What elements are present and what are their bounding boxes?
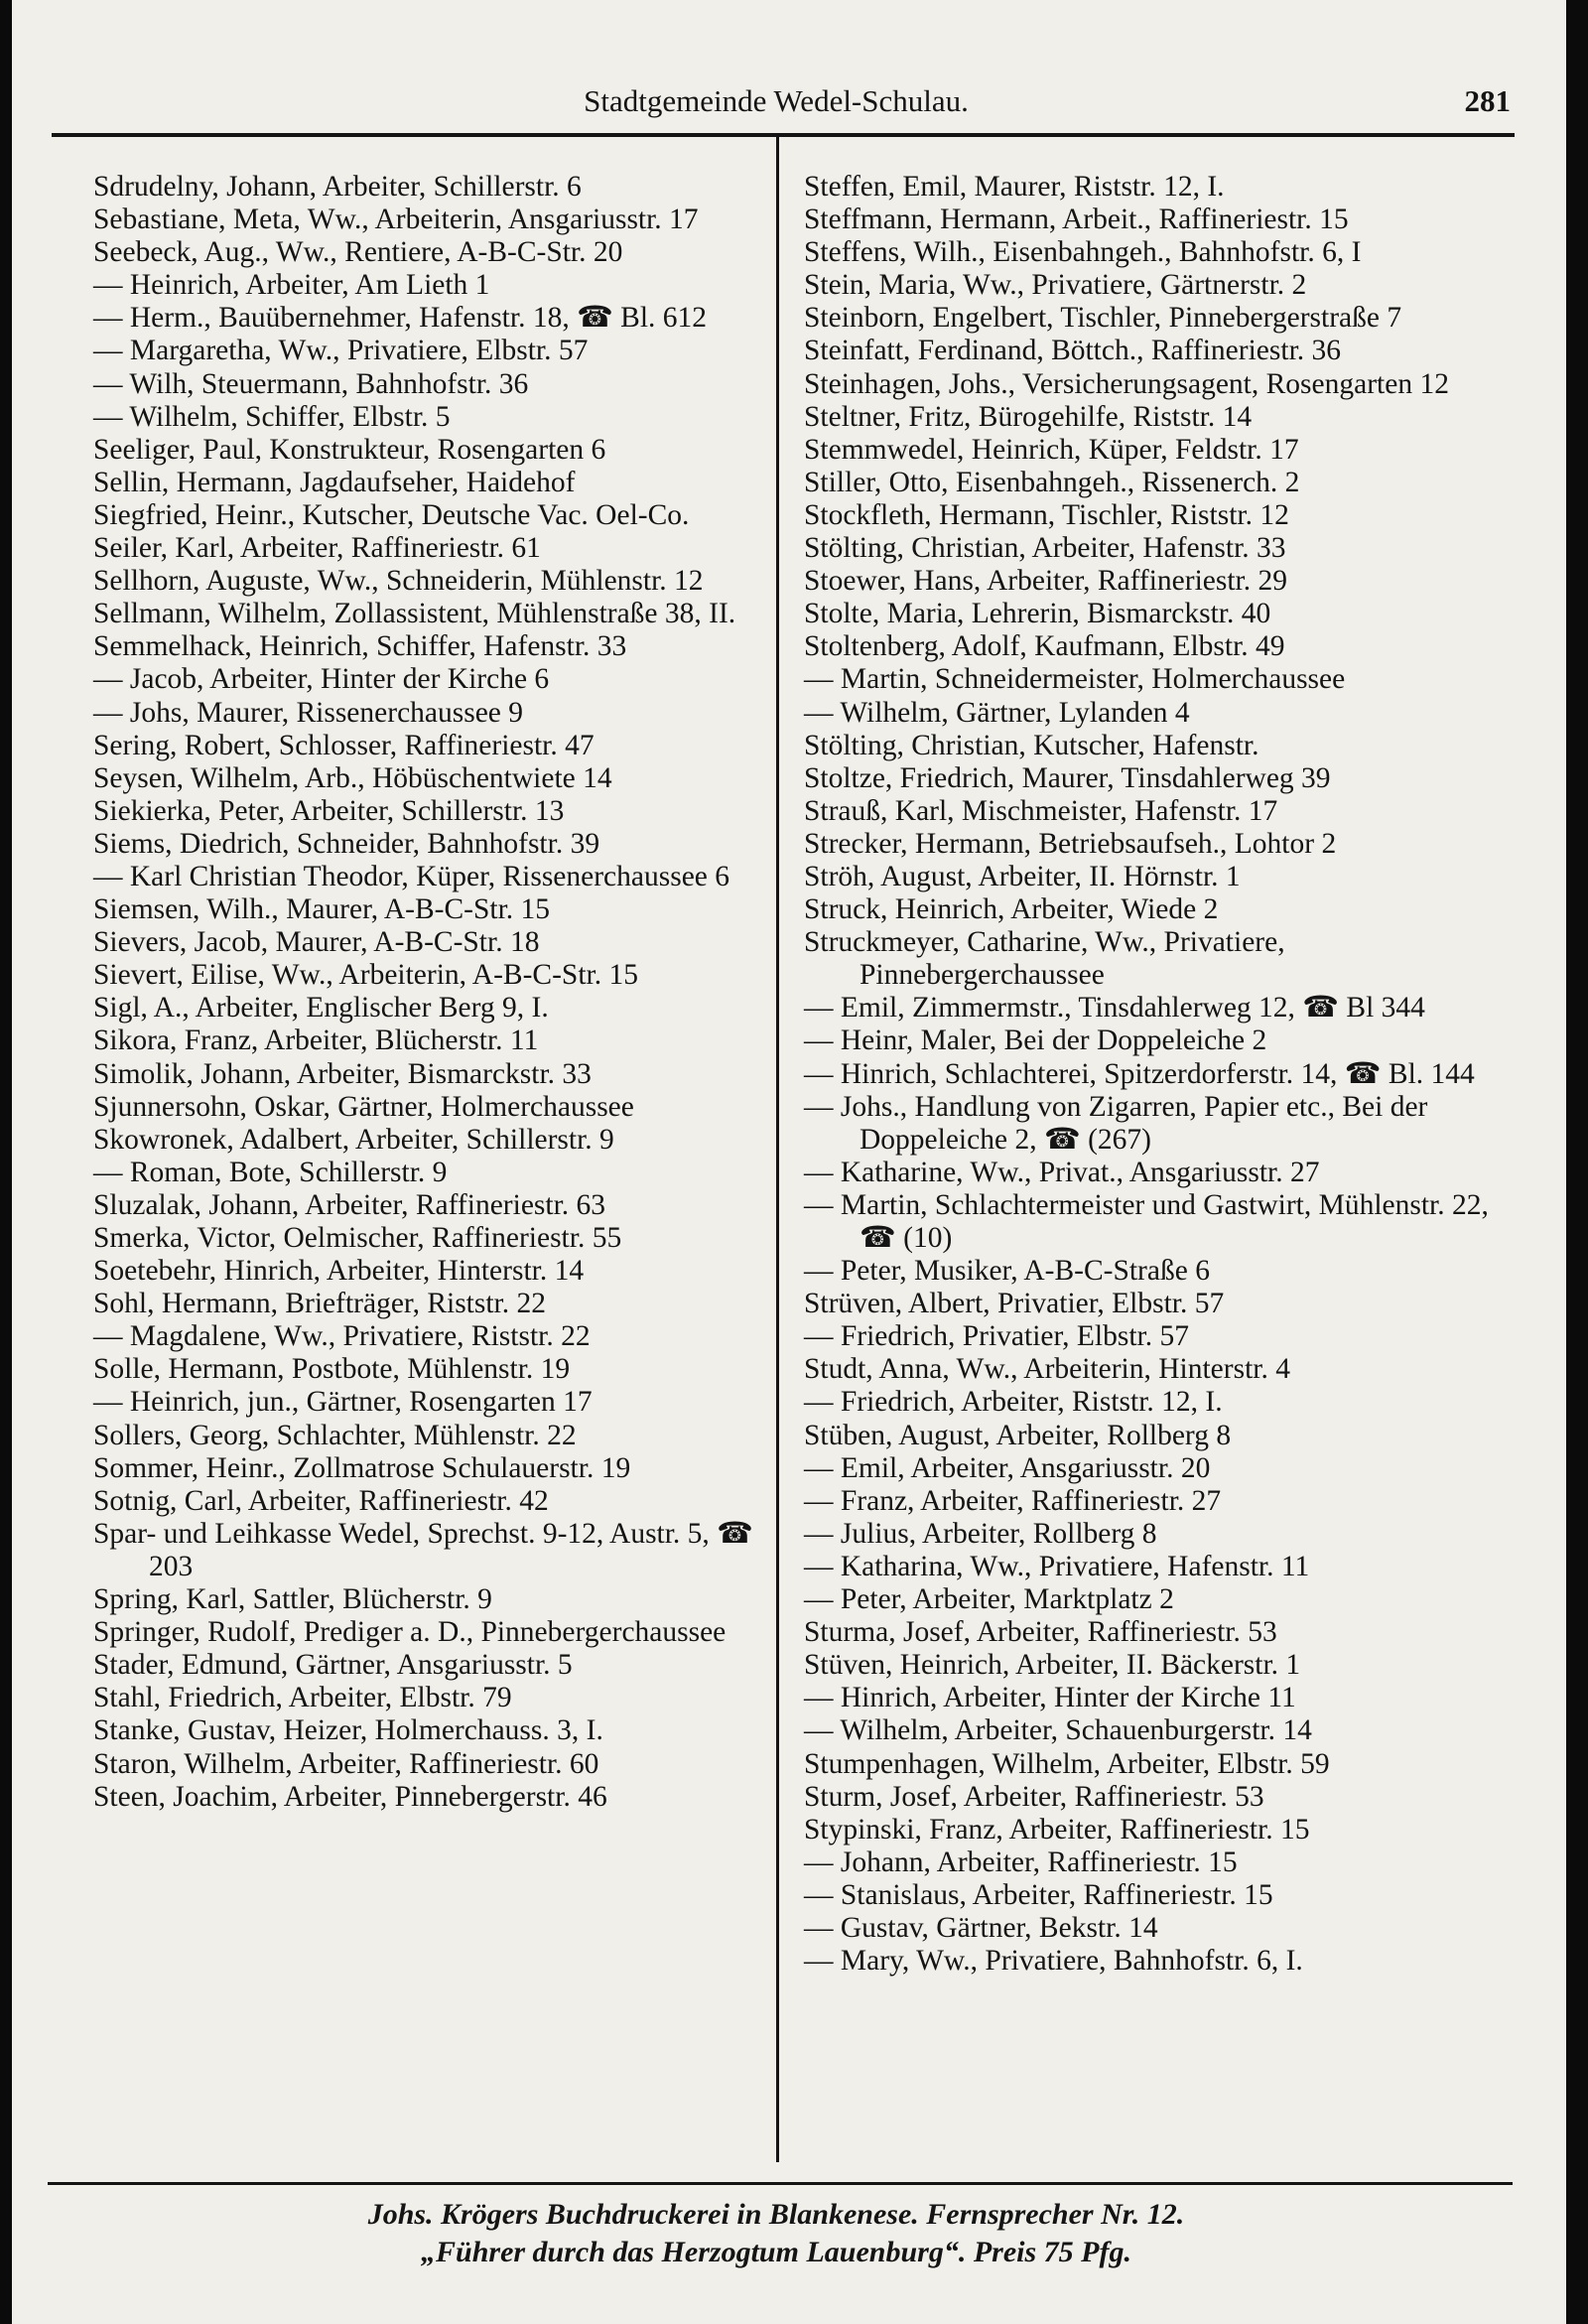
directory-entry: Struck, Heinrich, Arbeiter, Wiede 2 [804, 893, 1219, 926]
directory-entry: — Herm., Bauübernehmer, Hafenstr. 18, ☎ Bl. 612 [93, 302, 708, 335]
directory-entry: — Friedrich, Privatier, Elbstr. 57 [804, 1320, 1189, 1353]
directory-entry: Sjunnersohn, Oskar, Gärtner, Holmerchaussee [93, 1090, 634, 1123]
directory-entry: Steffens, Wilh., Eisenbahngeh., Bahnhofstr. 6, I [804, 236, 1362, 269]
directory-entry: Steinfatt, Ferdinand, Böttch., Raffineriestr. 36 [804, 335, 1342, 367]
directory-entry: Stölting, Christian, Kutscher, Hafenstr. [804, 729, 1259, 761]
directory-entry: Strecker, Hermann, Betriebsaufseh., Lohtor 2 [804, 827, 1337, 860]
directory-entry: Struckmeyer, Catharine, Ww., Privatiere, Pinnebergerchaussee [804, 926, 1285, 992]
directory-entry: Stahl, Friedrich, Arbeiter, Elbstr. 79 [93, 1682, 512, 1714]
directory-entry: Stiller, Otto, Eisenbahngeh., Rissenerch. 2 [804, 466, 1300, 498]
page-footer [42, 2196, 1511, 2271]
directory-entry: — Emil, Zimmermstr., Tinsdahlerweg 12, ☎ Bl 344 [804, 992, 1425, 1025]
directory-entry: — Roman, Bote, Schillerstr. 9 [93, 1156, 448, 1188]
directory-entry: Sebastiane, Meta, Ww., Arbeiterin, Ansgariusstr. 17 [93, 204, 699, 236]
directory-entry: Siegfried, Heinr., Kutscher, Deutsche Vac. Oel-Co. [93, 498, 690, 531]
directory-entry: — Friedrich, Arbeiter, Riststr. 12, I. [804, 1386, 1223, 1419]
directory-entry: — Hinrich, Schlachterei, Spitzerdorferstr. 14, ☎ Bl. 144 [804, 1057, 1475, 1090]
directory-entry: Sellin, Hermann, Jagdaufseher, Haidehof [93, 466, 576, 498]
directory-entry: — Karl Christian Theodor, Küper, Rissenerchaussee 6 [93, 860, 730, 892]
directory-entry: — Julius, Arbeiter, Rollberg 8 [804, 1517, 1157, 1550]
directory-entry: — Jacob, Arbeiter, Hinter der Kirche 6 [93, 663, 550, 696]
directory-entry: Ströh, August, Arbeiter, II. Hörnstr. 1 [804, 860, 1241, 892]
directory-entry: Skowronek, Adalbert, Arbeiter, Schillerstr. 9 [93, 1123, 614, 1156]
directory-entry: Stemmwedel, Heinrich, Küper, Feldstr. 17 [804, 433, 1299, 466]
directory-entry: — Magdalene, Ww., Privatiere, Riststr. 22 [93, 1320, 591, 1353]
directory-entry: Sievert, Eilise, Ww., Arbeiterin, A-B-C-Str. 15 [93, 959, 638, 992]
directory-entry: Steffmann, Hermann, Arbeit., Raffineriestr. 15 [804, 204, 1349, 236]
directory-entry: Sigl, A., Arbeiter, Englischer Berg 9, I. [93, 992, 549, 1025]
directory-entry: Semmelhack, Heinrich, Schiffer, Hafenstr. 33 [93, 630, 627, 663]
directory-entry: Steffen, Emil, Maurer, Riststr. 12, I. [804, 171, 1225, 203]
directory-entry: Seysen, Wilhelm, Arb., Höbüschentwiete 14 [93, 761, 612, 794]
directory-entry: — Johann, Arbeiter, Raffineriestr. 15 [804, 1846, 1238, 1878]
directory-entry: Sdrudelny, Johann, Arbeiter, Schillerstr. 6 [93, 171, 582, 203]
page-number: 281 [1464, 83, 1511, 118]
directory-entry: Stypinski, Franz, Arbeiter, Raffineriestr. 15 [804, 1813, 1310, 1846]
directory-entry: — Wilhelm, Schiffer, Elbstr. 5 [93, 400, 451, 433]
directory-entry: — Mary, Ww., Privatiere, Bahnhofstr. 6, I. [804, 1945, 1303, 1978]
directory-entry: — Hinrich, Arbeiter, Hinter der Kirche 11 [804, 1682, 1296, 1714]
directory-entry: Stüben, August, Arbeiter, Rollberg 8 [804, 1419, 1232, 1451]
directory-entry: Seebeck, Aug., Ww., Rentiere, A-B-C-Str. 20 [93, 236, 623, 269]
directory-entry: Sohl, Hermann, Briefträger, Riststr. 22 [93, 1288, 546, 1320]
directory-entry: Stoltze, Friedrich, Maurer, Tinsdahlerweg 39 [804, 761, 1331, 794]
directory-entry: — Stanislaus, Arbeiter, Raffineriestr. 15 [804, 1878, 1273, 1911]
header-rule [52, 133, 1515, 137]
directory-entry: Staron, Wilhelm, Arbeiter, Raffineriestr. 60 [93, 1747, 599, 1780]
footer-line-2: „Führer durch das Herzogtum Lauenburg“. Preis 75 Pfg. [421, 2236, 1131, 2268]
directory-entry: Siemsen, Wilh., Maurer, A-B-C-Str. 15 [93, 893, 551, 926]
directory-entry: — Katharine, Ww., Privat., Ansgariusstr. 27 [804, 1156, 1320, 1188]
directory-entry: — Peter, Arbeiter, Marktplatz 2 [804, 1583, 1174, 1616]
directory-entry: Sievers, Jacob, Maurer, A-B-C-Str. 18 [93, 926, 540, 959]
directory-entry: Seeliger, Paul, Konstrukteur, Rosengarten 6 [93, 433, 606, 466]
directory-entry: Sikora, Franz, Arbeiter, Blücherstr. 11 [93, 1025, 539, 1057]
directory-entry: Strauß, Karl, Mischmeister, Hafenstr. 17 [804, 794, 1278, 827]
directory-entry: — Franz, Arbeiter, Raffineriestr. 27 [804, 1484, 1222, 1517]
directory-entry: — Heinr, Maler, Bei der Doppeleiche 2 [804, 1025, 1267, 1057]
directory-entry: Sturm, Josef, Arbeiter, Raffineriestr. 53 [804, 1780, 1264, 1813]
directory-entry: — Martin, Schlachtermeister und Gastwirt, Mühlenstr. 22, ☎ (10) [804, 1188, 1489, 1254]
directory-entry: Sommer, Heinr., Zollmatrose Schulauerstr. 19 [93, 1451, 631, 1484]
directory-entry: Stüven, Heinrich, Arbeiter, II. Bäckerstr. 1 [804, 1649, 1301, 1682]
directory-entry: Smerka, Victor, Oelmischer, Raffineriestr. 55 [93, 1222, 622, 1254]
directory-entry: — Wilh, Steuermann, Bahnhofstr. 36 [93, 367, 529, 400]
directory-entry: Siems, Diedrich, Schneider, Bahnhofstr. 39 [93, 827, 600, 860]
directory-entry: Stölting, Christian, Arbeiter, Hafenstr. 33 [804, 532, 1286, 565]
directory-entry: — Peter, Musiker, A-B-C-Straße 6 [804, 1255, 1210, 1288]
directory-entry: Stanke, Gustav, Heizer, Holmerchauss. 3, I. [93, 1714, 603, 1747]
directory-entry: — Johs., Handlung von Zigarren, Papier etc., Bei der Doppeleiche 2, ☎ (267) [804, 1090, 1428, 1156]
directory-entry: — Gustav, Gärtner, Bekstr. 14 [804, 1911, 1158, 1944]
directory-entry: Sotnig, Carl, Arbeiter, Raffineriestr. 42 [93, 1484, 549, 1517]
directory-entry: Sluzalak, Johann, Arbeiter, Raffineriestr. 63 [93, 1188, 606, 1221]
directory-entry: Siekierka, Peter, Arbeiter, Schillerstr. 13 [93, 794, 565, 827]
directory-entry: — Johs, Maurer, Rissenerchaussee 9 [93, 696, 524, 729]
directory-entry: Springer, Rudolf, Prediger a. D., Pinnebergerchaussee [93, 1616, 727, 1649]
column-divider [776, 137, 779, 2162]
directory-entry: Strüven, Albert, Privatier, Elbstr. 57 [804, 1288, 1225, 1320]
directory-entry: Stolte, Maria, Lehrerin, Bismarckstr. 40 [804, 598, 1271, 630]
footer-rule [48, 2182, 1513, 2185]
directory-entry: Seiler, Karl, Arbeiter, Raffineriestr. 61 [93, 532, 541, 565]
directory-entry: — Katharina, Ww., Privatiere, Hafenstr. 11 [804, 1550, 1310, 1582]
page-title: Stadtgemeinde Wedel-Schulau. [584, 83, 969, 118]
directory-entry: — Margaretha, Ww., Privatiere, Elbstr. 57 [93, 335, 589, 367]
directory-entry: Spring, Karl, Sattler, Blücherstr. 9 [93, 1583, 492, 1616]
directory-entry: Steen, Joachim, Arbeiter, Pinnebergerstr. 46 [93, 1780, 607, 1813]
directory-entry: Stader, Edmund, Gärtner, Ansgariusstr. 5 [93, 1649, 573, 1682]
directory-entry: — Heinrich, jun., Gärtner, Rosengarten 17 [93, 1386, 593, 1419]
directory-entry: Sollers, Georg, Schlachter, Mühlenstr. 22 [93, 1419, 577, 1451]
directory-entry: Studt, Anna, Ww., Arbeiterin, Hinterstr. 4 [804, 1353, 1290, 1386]
right-column [804, 171, 1514, 1978]
left-column [93, 171, 768, 1814]
directory-entry: Sellmann, Wilhelm, Zollassistent, Mühlenstraße 38, II. [93, 598, 736, 630]
directory-entry: Soetebehr, Hinrich, Arbeiter, Hinterstr. 14 [93, 1255, 585, 1288]
directory-entry: Spar- und Leihkasse Wedel, Sprechst. 9-12, Austr. 5, ☎ 203 [93, 1517, 753, 1582]
directory-entry: Solle, Hermann, Postbote, Mühlenstr. 19 [93, 1353, 571, 1386]
directory-entry: — Heinrich, Arbeiter, Am Lieth 1 [93, 269, 490, 302]
directory-entry: — Martin, Schneidermeister, Holmerchaussee [804, 663, 1346, 696]
directory-entry: Steinborn, Engelbert, Tischler, Pinnebergerstraße 7 [804, 302, 1402, 335]
directory-entry: Stein, Maria, Ww., Privatiere, Gärtnerstr. 2 [804, 269, 1307, 302]
page-header [42, 83, 1511, 127]
directory-entry: Simolik, Johann, Arbeiter, Bismarckstr. 33 [93, 1057, 592, 1090]
directory-entry: Stoltenberg, Adolf, Kaufmann, Elbstr. 49 [804, 630, 1285, 663]
directory-entry: Stoewer, Hans, Arbeiter, Raffineriestr. 29 [804, 565, 1287, 598]
directory-entry: Sellhorn, Auguste, Ww., Schneiderin, Mühlenstr. 12 [93, 565, 704, 598]
directory-entry: Sering, Robert, Schlosser, Raffineriestr. 47 [93, 729, 595, 761]
directory-page [12, 0, 1566, 2324]
footer-line-1: Johs. Krögers Buchdruckerei in Blankenese. Fernsprecher Nr. 12. [367, 2198, 1185, 2231]
directory-entry: Steinhagen, Johs., Versicherungsagent, Rosengarten 12 [804, 367, 1449, 400]
directory-entry: Stumpenhagen, Wilhelm, Arbeiter, Elbstr. 59 [804, 1747, 1330, 1780]
directory-entry: — Wilhelm, Gärtner, Lylanden 4 [804, 696, 1190, 729]
directory-entry: Steltner, Fritz, Bürogehilfe, Riststr. 14 [804, 400, 1253, 433]
directory-entry: Stockfleth, Hermann, Tischler, Riststr. 12 [804, 498, 1289, 531]
directory-entry: Sturma, Josef, Arbeiter, Raffineriestr. 53 [804, 1616, 1277, 1649]
directory-entry: — Emil, Arbeiter, Ansgariusstr. 20 [804, 1451, 1211, 1484]
directory-entry: — Wilhelm, Arbeiter, Schauenburgerstr. 14 [804, 1714, 1312, 1747]
